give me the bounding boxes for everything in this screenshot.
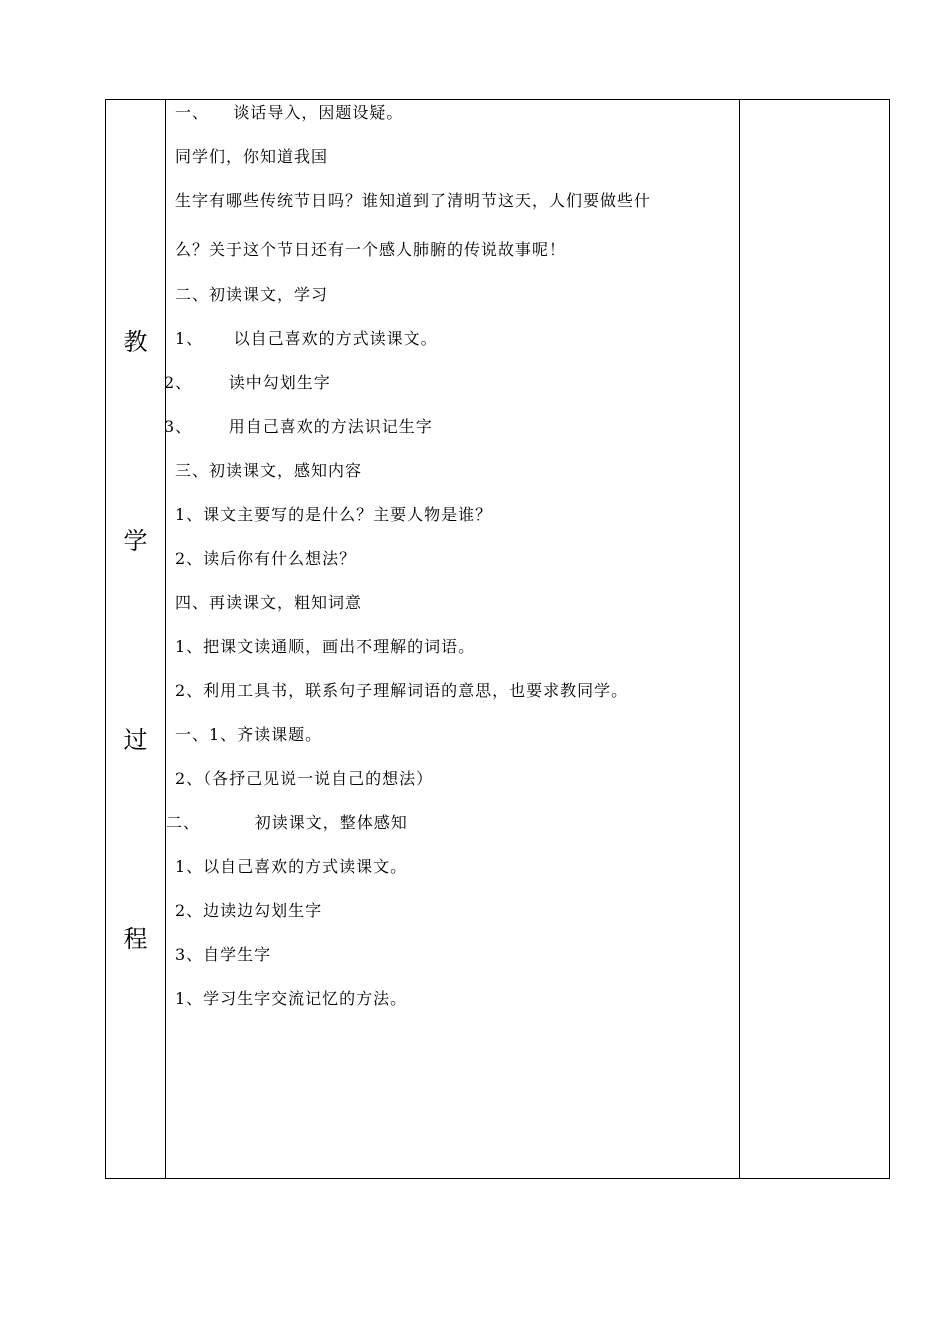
content-line: 3、 用自己喜欢的方法识记生字 [164,417,433,436]
side-label-char: 学 [123,527,148,555]
content-line: 一、 谈话导入，因题设疑。 [175,103,404,122]
content-line: 1、课文主要写的是什么？主要人物是谁？ [175,505,493,524]
content-line: 3、自学生字 [175,945,272,964]
content-line: 2、读后你有什么想法？ [175,549,357,568]
side-label-char: 教 [123,328,148,356]
column-divider [165,100,166,1178]
content-line: 2、边读边勾划生字 [175,901,323,920]
content-line: 二、 初读课文，整体感知 [166,813,408,832]
content-line: 生字有哪些传统节日吗？谁知道到了清明节这天，人们要做些什 [175,191,652,210]
content-line: 2、（各抒己见说一说自己的想法） [175,769,434,788]
notes-column [740,100,890,1178]
content-line: 么？关于这个节日还有一个感人肺腑的传说故事呢！ [175,240,567,259]
content-line: 1、 以自己喜欢的方式读课文。 [175,329,438,348]
content-line: 1、以自己喜欢的方式读课文。 [175,857,408,876]
content-line: 2、利用工具书，联系句子理解词语的意思，也要求教同学。 [175,681,629,700]
content-line: 三、初读课文，感知内容 [175,461,363,480]
content-line: 1、把课文读通顺，画出不理解的词语。 [175,637,476,656]
content-line: 1、学习生字交流记忆的方法。 [175,989,408,1008]
side-label-char: 程 [123,925,148,953]
content-line: 四、再读课文，粗知词意 [175,593,363,612]
content-line: 一、1、齐读课题。 [175,725,323,744]
side-label-char: 过 [123,726,148,754]
content-line: 二、初读课文，学习 [175,285,329,304]
content-line: 2、 读中勾划生字 [164,373,331,392]
content-line: 同学们，你知道我国 [175,147,329,166]
